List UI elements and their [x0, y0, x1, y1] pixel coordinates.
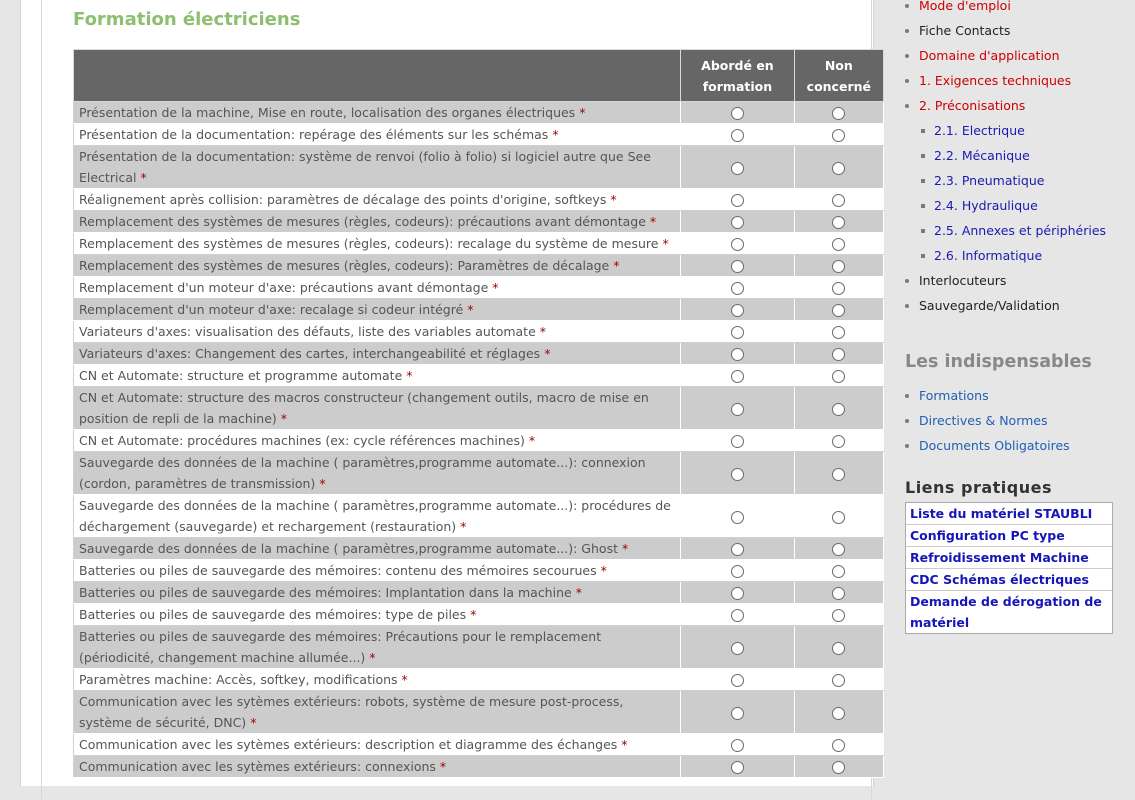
radio-cell-not-concerned: [794, 299, 883, 321]
radio-covered[interactable]: [731, 609, 744, 622]
page-background: [0, 0, 20, 786]
radio-not-concerned[interactable]: [832, 260, 845, 273]
question-cell: [74, 626, 681, 669]
square-bullet-icon: [921, 129, 925, 133]
radio-cell-not-concerned: [794, 102, 883, 124]
table-row: [74, 146, 884, 189]
question-label: Communication avec les sytèmes extérieurs: description et diagramme des échanges: [79, 737, 618, 752]
radio-cell-covered: [681, 211, 794, 233]
question-label: Communication avec les sytèmes extérieurs: robots, système de mesure post-process, système de sécurité, DNC): [79, 694, 624, 730]
table-header-row: [74, 50, 884, 102]
radio-cell-not-concerned: [794, 189, 883, 211]
radio-covered[interactable]: [731, 674, 744, 687]
sidebar-nav-label: 2.5. Annexes et périphéries: [934, 223, 1107, 238]
question-cell: [74, 734, 681, 756]
required-marker: *: [280, 411, 288, 426]
table-row: [74, 604, 884, 626]
radio-cell-covered: [681, 321, 794, 343]
question-label: Présentation de la documentation: système de renvoi (folio à folio) si logiciel autre que See Electrical: [79, 149, 651, 185]
bullet-icon: [905, 419, 909, 423]
question-label: Batteries ou piles de sauvegarde des mémoires: Implantation dans la machine: [79, 585, 572, 600]
content-box: [41, 0, 872, 800]
table-row: [74, 756, 884, 778]
radio-cell-covered: [681, 189, 794, 211]
radio-cell-covered: [681, 582, 794, 604]
required-marker: *: [610, 192, 617, 207]
radio-not-concerned[interactable]: [832, 370, 845, 383]
required-marker: *: [406, 368, 413, 383]
liens-pratiques-link[interactable]: CDC Schémas électriques: [906, 569, 1112, 591]
radio-covered[interactable]: [731, 543, 744, 556]
indispensables-link: Directives & Normes: [919, 413, 1048, 428]
radio-covered[interactable]: [731, 107, 744, 120]
radio-not-concerned[interactable]: [832, 739, 845, 752]
table-header-covered: Abordé en formation: [681, 50, 794, 102]
sidebar-nav-label: 2.1. Electrique: [934, 123, 1025, 138]
question-label: Remplacement des systèmes de mesures (règles, codeurs): Paramètres de décalage: [79, 258, 610, 273]
required-marker: *: [140, 170, 147, 185]
indispensables-link: Formations: [919, 388, 989, 403]
indispensables-item[interactable]: [905, 433, 1070, 458]
radio-not-concerned[interactable]: [832, 348, 845, 361]
question-label: Batteries ou piles de sauvegarde des mémoires: Précautions pour le remplacement (périodicité, changement machine allumée...): [79, 629, 602, 665]
radio-cell-not-concerned: [794, 734, 883, 756]
question-label: Présentation de la machine, Mise en route, localisation des organes électriques: [79, 105, 576, 120]
sidebar-nav-label: Mode d'emploi: [919, 0, 1011, 13]
required-marker: *: [575, 585, 582, 600]
question-cell: [74, 604, 681, 626]
question-cell: [74, 495, 681, 538]
question-label: Communication avec les sytèmes extérieurs: connexions: [79, 759, 436, 774]
radio-covered[interactable]: [731, 216, 744, 229]
sidebar-nav-item[interactable]: [905, 68, 1106, 93]
question-cell: [74, 691, 681, 734]
radio-cell-covered: [681, 538, 794, 560]
required-marker: *: [621, 541, 629, 556]
radio-cell-covered: [681, 604, 794, 626]
sidebar-nav-label: Fiche Contacts: [919, 23, 1011, 38]
radio-covered[interactable]: [731, 194, 744, 207]
radio-covered[interactable]: [731, 707, 744, 720]
radio-not-concerned[interactable]: [832, 304, 845, 317]
bullet-icon: [905, 304, 909, 308]
sidebar-nav-item[interactable]: [905, 43, 1106, 68]
radio-covered[interactable]: [731, 260, 744, 273]
radio-cell-covered: [681, 102, 794, 124]
radio-cell-covered: [681, 669, 794, 691]
question-label: Remplacement des systèmes de mesures (règles, codeurs): recalage du système de mesure: [79, 236, 659, 251]
question-cell: [74, 387, 681, 430]
table-row: [74, 387, 884, 430]
radio-cell-covered: [681, 343, 794, 365]
question-label: Batteries ou piles de sauvegarde des mémoires: type de piles: [79, 607, 467, 622]
required-marker: *: [528, 433, 536, 448]
required-marker: *: [600, 563, 607, 578]
radio-cell-not-concerned: [794, 538, 883, 560]
table-row: [74, 321, 884, 343]
radio-cell-not-concerned: [794, 255, 883, 277]
bullet-icon: [905, 54, 909, 58]
table-row: [74, 691, 884, 734]
radio-not-concerned[interactable]: [832, 194, 845, 207]
radio-cell-covered: [681, 365, 794, 387]
question-label: Réalignement après collision: paramètres de décalage des points d'origine, softkeys: [79, 192, 607, 207]
radio-not-concerned[interactable]: [832, 761, 845, 774]
table-row: [74, 452, 884, 495]
main-content-panel: [20, 0, 874, 786]
question-label: Variateurs d'axes: visualisation des défauts, liste des variables automate: [79, 324, 536, 339]
table-row: [74, 734, 884, 756]
question-label: Sauvegarde des données de la machine ( paramètres,programme automate...): connexion (cordon, paramètres de transmission): [79, 455, 646, 491]
table-row: [74, 277, 884, 299]
radio-cell-covered: [681, 495, 794, 538]
radio-covered[interactable]: [731, 642, 744, 655]
section-title: Formation électriciens: [73, 9, 301, 30]
required-marker: *: [401, 672, 408, 687]
question-label: Sauvegarde des données de la machine ( paramètres,programme automate...): Ghost: [79, 541, 618, 556]
question-cell: [74, 124, 681, 146]
radio-cell-not-concerned: [794, 691, 883, 734]
radio-not-concerned[interactable]: [832, 609, 845, 622]
radio-cell-not-concerned: [794, 560, 883, 582]
sidebar-nav-label: Domaine d'application: [919, 48, 1060, 63]
question-cell: [74, 146, 681, 189]
radio-cell-covered: [681, 734, 794, 756]
radio-covered[interactable]: [731, 565, 744, 578]
radio-cell-not-concerned: [794, 321, 883, 343]
sidebar-nav-item[interactable]: [905, 18, 1106, 43]
sidebar-nav-label: Interlocuteurs: [919, 273, 1007, 288]
indispensables-title: Les indispensables: [905, 352, 1092, 372]
question-label: Remplacement d'un moteur d'axe: précautions avant démontage: [79, 280, 489, 295]
required-marker: *: [319, 476, 326, 491]
question-cell: [74, 560, 681, 582]
radio-covered[interactable]: [731, 129, 744, 142]
sidebar-nav-item[interactable]: [905, 193, 1106, 218]
table-row: [74, 124, 884, 146]
sidebar-nav: [905, 0, 1106, 318]
radio-cell-covered: [681, 255, 794, 277]
question-label: Sauvegarde des données de la machine ( paramètres,programme automate...): procédures de déchargement (sauvegarde) et rechargement (restauration): [79, 498, 671, 534]
radio-not-concerned[interactable]: [832, 543, 845, 556]
radio-cell-covered: [681, 452, 794, 495]
radio-not-concerned[interactable]: [832, 162, 845, 175]
question-cell: [74, 343, 681, 365]
table-row: [74, 343, 884, 365]
radio-covered[interactable]: [731, 162, 744, 175]
sidebar-nav-item[interactable]: [905, 243, 1106, 268]
required-marker: *: [369, 650, 376, 665]
sidebar-nav-label: 2.3. Pneumatique: [934, 173, 1045, 188]
radio-cell-covered: [681, 299, 794, 321]
sidebar-nav-item[interactable]: [905, 218, 1106, 243]
radio-cell-covered: [681, 560, 794, 582]
table-row: [74, 211, 884, 233]
radio-cell-not-concerned: [794, 495, 883, 538]
indispensables-item[interactable]: [905, 383, 1070, 408]
table-row: [74, 495, 884, 538]
radio-not-concerned[interactable]: [832, 435, 845, 448]
sidebar-nav-label: 1. Exigences techniques: [919, 73, 1072, 88]
radio-covered[interactable]: [731, 238, 744, 251]
square-bullet-icon: [921, 179, 925, 183]
radio-covered[interactable]: [731, 587, 744, 600]
required-marker: *: [467, 302, 474, 317]
sidebar-nav-label: Sauvegarde/Validation: [919, 298, 1060, 313]
liens-pratiques-link[interactable]: Configuration PC type: [906, 525, 1112, 547]
required-marker: *: [621, 737, 628, 752]
radio-not-concerned[interactable]: [832, 707, 845, 720]
radio-cell-not-concerned: [794, 430, 883, 452]
radio-cell-not-concerned: [794, 211, 883, 233]
question-cell: [74, 538, 681, 560]
liens-pratiques-title: Liens pratiques: [905, 478, 1053, 497]
radio-cell-not-concerned: [794, 582, 883, 604]
radio-not-concerned[interactable]: [832, 282, 845, 295]
radio-not-concerned[interactable]: [832, 403, 845, 416]
radio-cell-not-concerned: [794, 233, 883, 255]
square-bullet-icon: [921, 204, 925, 208]
question-label: Remplacement d'un moteur d'axe: recalage si codeur intégré: [79, 302, 464, 317]
radio-cell-not-concerned: [794, 452, 883, 495]
sidebar-nav-item[interactable]: [905, 268, 1106, 293]
question-cell: [74, 255, 681, 277]
sidebar-nav-item[interactable]: [905, 0, 1106, 18]
radio-cell-covered: [681, 387, 794, 430]
radio-not-concerned[interactable]: [832, 511, 845, 524]
sidebar-nav-item[interactable]: [905, 118, 1106, 143]
radio-not-concerned[interactable]: [832, 107, 845, 120]
sidebar-nav-label: 2. Préconisations: [919, 98, 1026, 113]
radio-cell-not-concerned: [794, 277, 883, 299]
radio-not-concerned[interactable]: [832, 238, 845, 251]
radio-covered[interactable]: [731, 370, 744, 383]
radio-not-concerned[interactable]: [832, 468, 845, 481]
required-marker: *: [662, 236, 669, 251]
question-label: Batteries ou piles de sauvegarde des mémoires: contenu des mémoires secourues: [79, 563, 597, 578]
liens-pratiques-link[interactable]: Refroidissement Machine: [906, 547, 1112, 569]
question-label: CN et Automate: procédures machines (ex: cycle références machines): [79, 433, 525, 448]
radio-covered[interactable]: [731, 348, 744, 361]
question-cell: [74, 669, 681, 691]
bullet-icon: [905, 104, 909, 108]
bullet-icon: [905, 79, 909, 83]
sidebar: [895, 0, 1135, 786]
table-row: [74, 626, 884, 669]
radio-covered[interactable]: [731, 403, 744, 416]
sidebar-nav-label: 2.6. Informatique: [934, 248, 1043, 263]
radio-cell-covered: [681, 146, 794, 189]
radio-cell-covered: [681, 626, 794, 669]
radio-cell-not-concerned: [794, 626, 883, 669]
square-bullet-icon: [921, 229, 925, 233]
radio-cell-covered: [681, 691, 794, 734]
table-row: [74, 538, 884, 560]
radio-covered[interactable]: [731, 511, 744, 524]
radio-not-concerned[interactable]: [832, 129, 845, 142]
question-cell: [74, 756, 681, 778]
sidebar-nav-item[interactable]: [905, 143, 1106, 168]
question-cell: [74, 430, 681, 452]
table-row: [74, 365, 884, 387]
radio-not-concerned[interactable]: [832, 674, 845, 687]
radio-covered[interactable]: [731, 304, 744, 317]
radio-cell-covered: [681, 233, 794, 255]
required-marker: *: [544, 346, 551, 361]
radio-cell-not-concerned: [794, 387, 883, 430]
table-body: [74, 102, 884, 778]
radio-not-concerned[interactable]: [832, 587, 845, 600]
radio-covered[interactable]: [731, 468, 744, 481]
required-marker: *: [470, 607, 477, 622]
required-marker: *: [579, 105, 586, 120]
table-row: [74, 299, 884, 321]
question-cell: [74, 102, 681, 124]
square-bullet-icon: [921, 254, 925, 258]
table-row: [74, 560, 884, 582]
table-row: [74, 669, 884, 691]
table-row: [74, 102, 884, 124]
table-header-topic: [74, 50, 681, 102]
required-marker: *: [539, 324, 547, 339]
required-marker: *: [460, 519, 467, 534]
liens-pratiques-link[interactable]: Demande de dérogation de matériel: [910, 594, 1102, 630]
required-marker: *: [439, 759, 447, 774]
bullet-icon: [905, 444, 909, 448]
question-cell: [74, 321, 681, 343]
liens-pratiques-list: [905, 502, 1113, 634]
radio-covered[interactable]: [731, 326, 744, 339]
sidebar-nav-item[interactable]: [905, 93, 1106, 118]
radio-not-concerned[interactable]: [832, 642, 845, 655]
required-marker: *: [492, 280, 499, 295]
question-label: CN et Automate: structure et programme automate: [79, 368, 403, 383]
training-checklist-table: [73, 49, 884, 778]
sidebar-nav-label: 2.4. Hydraulique: [934, 198, 1038, 213]
sidebar-nav-item[interactable]: [905, 168, 1106, 193]
radio-covered[interactable]: [731, 761, 744, 774]
question-cell: [74, 299, 681, 321]
sidebar-nav-label: 2.2. Mécanique: [934, 148, 1030, 163]
required-marker: *: [613, 258, 620, 273]
radio-cell-covered: [681, 430, 794, 452]
question-label: CN et Automate: structure des macros constructeur (changement outils, macro de mise en position de repli de la machine): [79, 390, 649, 426]
table-row: [74, 189, 884, 211]
square-bullet-icon: [921, 154, 925, 158]
radio-not-concerned[interactable]: [832, 216, 845, 229]
indispensables-list: [905, 383, 1070, 458]
question-label: Paramètres machine: Accès, softkey, modifications: [79, 672, 398, 687]
question-cell: [74, 582, 681, 604]
question-cell: [74, 189, 681, 211]
table-row: [74, 233, 884, 255]
radio-cell-not-concerned: [794, 604, 883, 626]
radio-covered[interactable]: [731, 282, 744, 295]
radio-cell-not-concerned: [794, 756, 883, 778]
radio-cell-not-concerned: [794, 124, 883, 146]
bullet-icon: [905, 279, 909, 283]
radio-cell-not-concerned: [794, 146, 883, 189]
radio-cell-covered: [681, 756, 794, 778]
table-header-not-concerned: Non concerné: [794, 50, 883, 102]
question-cell: [74, 277, 681, 299]
radio-cell-covered: [681, 124, 794, 146]
bullet-icon: [905, 4, 909, 8]
table-row: [74, 582, 884, 604]
question-cell: [74, 211, 681, 233]
radio-covered[interactable]: [731, 435, 744, 448]
radio-cell-covered: [681, 277, 794, 299]
radio-cell-not-concerned: [794, 365, 883, 387]
question-cell: [74, 365, 681, 387]
question-label: Présentation de la documentation: repérage des éléments sur les schémas: [79, 127, 549, 142]
question-cell: [74, 233, 681, 255]
required-marker: *: [250, 715, 257, 730]
question-cell: [74, 452, 681, 495]
radio-cell-not-concerned: [794, 343, 883, 365]
required-marker: *: [649, 214, 657, 229]
bullet-icon: [905, 394, 909, 398]
table-row: [74, 255, 884, 277]
radio-cell-not-concerned: [794, 669, 883, 691]
liens-pratiques-link[interactable]: Liste du matériel STAUBLI: [906, 503, 1112, 525]
indispensables-item[interactable]: [905, 408, 1070, 433]
radio-covered[interactable]: [731, 739, 744, 752]
sidebar-nav-item[interactable]: [905, 293, 1106, 318]
radio-not-concerned[interactable]: [832, 326, 845, 339]
required-marker: *: [552, 127, 559, 142]
indispensables-link: Documents Obligatoires: [919, 438, 1070, 453]
radio-not-concerned[interactable]: [832, 565, 845, 578]
question-label: Remplacement des systèmes de mesures (règles, codeurs): précautions avant démontage: [79, 214, 646, 229]
table-row: [74, 430, 884, 452]
bullet-icon: [905, 29, 909, 33]
question-label: Variateurs d'axes: Changement des cartes, interchangeabilité et réglages: [79, 346, 541, 361]
